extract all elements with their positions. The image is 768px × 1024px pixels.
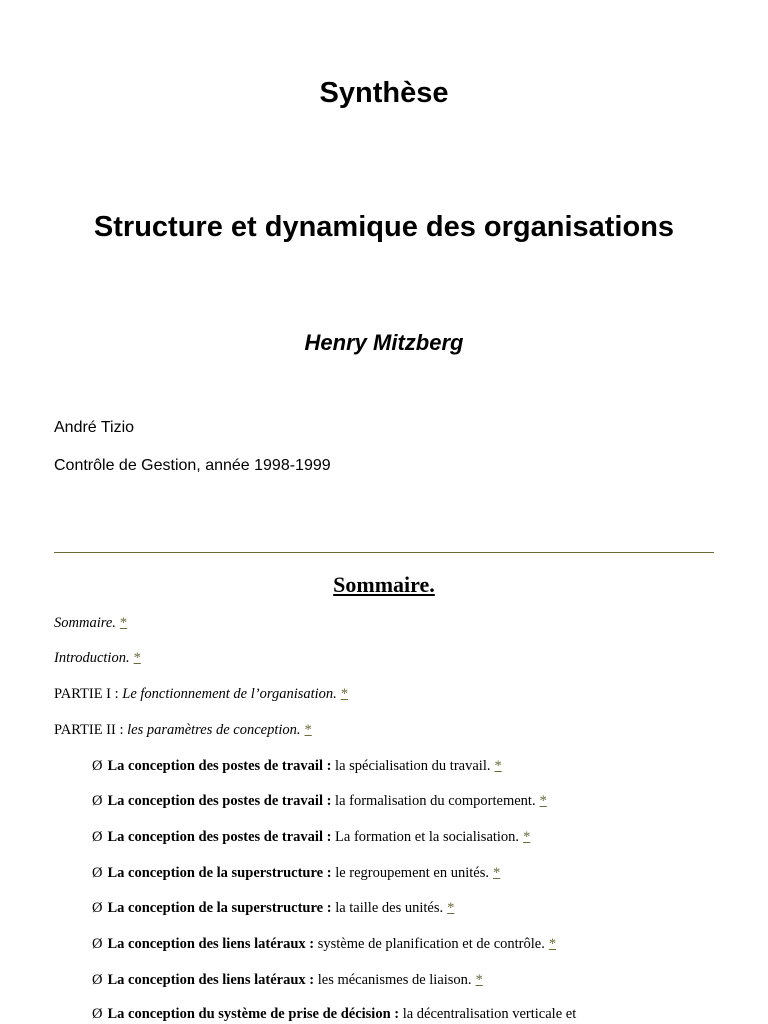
toc-entry-text: Le fonctionnement de l’organisation. <box>118 686 337 702</box>
toc-subentry-bold: La conception de la superstructure : <box>107 900 332 916</box>
toc-entry-link[interactable]: * <box>494 758 502 774</box>
toc-entry <box>54 650 141 667</box>
toc-entry-prefix: PARTIE II : <box>54 722 124 738</box>
toc-subentry-text: la spécialisation du travail. <box>331 758 491 774</box>
toc-entry-text: les paramètres de conception. <box>123 722 301 738</box>
toc-subentry-text: la taille des unités. <box>331 900 444 916</box>
toc-entry <box>54 615 127 632</box>
toc-subentry-bold: La conception des liens latéraux : <box>107 972 315 988</box>
toc-subentry <box>92 829 530 846</box>
toc-heading: Sommaire. <box>333 572 435 597</box>
bullet-icon: Ø <box>92 972 103 988</box>
toc-subentry-bold: La conception de la superstructure : <box>107 865 332 881</box>
toc-subentry-text: La formation et la socialisation. <box>331 829 520 845</box>
toc-subentry-text: le regroupement en unités. <box>331 865 489 881</box>
toc-subentry <box>92 900 454 917</box>
horizontal-divider <box>54 552 714 553</box>
toc-subentry <box>92 865 500 882</box>
bullet-icon: Ø <box>92 829 103 845</box>
toc-subentry-bold: La conception des postes de travail : <box>107 758 332 774</box>
toc-entry-link[interactable]: * <box>304 722 312 738</box>
student-name: André Tizio <box>54 419 135 436</box>
toc-subentry-text: les mécanismes de liaison. <box>314 972 472 988</box>
toc-entry-link[interactable]: * <box>447 900 455 916</box>
toc-entry-text: Sommaire. <box>54 615 116 631</box>
document-subtitle: Structure et dynamique des organisations <box>93 211 675 243</box>
bullet-icon: Ø <box>92 758 103 774</box>
toc-entry-prefix: PARTIE I : <box>54 686 119 702</box>
toc-entry-link[interactable]: * <box>119 615 128 631</box>
toc-subentry <box>92 793 547 810</box>
toc-subentry <box>92 1006 576 1023</box>
document-title: Synthèse <box>319 77 449 109</box>
bullet-icon: Ø <box>92 865 103 881</box>
toc-subentry-bold: La conception des postes de travail : <box>107 793 332 809</box>
toc-subentry <box>92 936 556 953</box>
toc-subentry-text: la formalisation du comportement. <box>331 793 536 809</box>
book-author: Henry Mitzberg <box>304 330 464 355</box>
toc-entry-link[interactable]: * <box>539 793 547 809</box>
course-info: Contrôle de Gestion, année 1998-1999 <box>54 457 331 474</box>
toc-entry-link[interactable]: * <box>548 936 557 952</box>
toc-entry-link[interactable]: * <box>475 972 483 988</box>
toc-subentry-bold: La conception du système de prise de décision : <box>107 1006 400 1022</box>
bullet-icon: Ø <box>92 900 103 916</box>
toc-entry <box>54 722 312 739</box>
toc-subentry-bold: La conception des postes de travail : <box>107 829 332 845</box>
toc-entry-link[interactable]: * <box>523 829 531 845</box>
toc-subentry <box>92 972 483 989</box>
toc-entry-link[interactable]: * <box>340 686 349 702</box>
bullet-icon: Ø <box>92 1006 103 1022</box>
toc-entry-link[interactable]: * <box>133 650 141 666</box>
bullet-icon: Ø <box>92 793 103 809</box>
toc-entry-text: Introduction. <box>54 650 130 666</box>
toc-subentry-bold: La conception des liens latéraux : <box>107 936 315 952</box>
toc-subentry <box>92 758 502 775</box>
toc-entry-link[interactable]: * <box>493 865 501 881</box>
bullet-icon: Ø <box>92 936 103 952</box>
toc-subentry-text: système de planification et de contrôle. <box>314 936 545 952</box>
toc-entry <box>54 686 348 703</box>
toc-subentry-text: la décentralisation verticale et <box>399 1006 577 1022</box>
